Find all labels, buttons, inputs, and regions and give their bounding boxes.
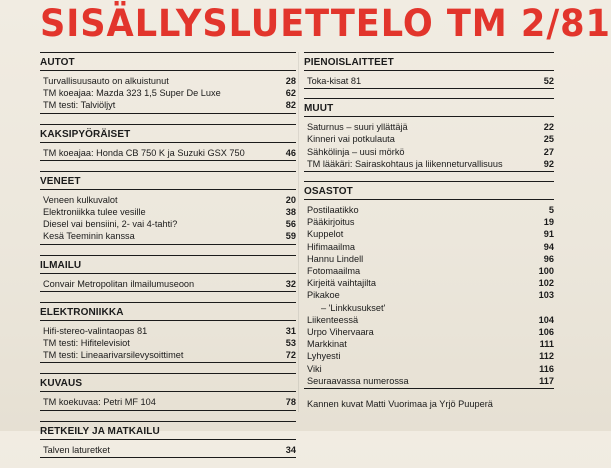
entry-title: Viki xyxy=(307,363,322,374)
section-heading: ILMAILU xyxy=(40,255,296,274)
toc-entry xyxy=(304,265,554,277)
entry-title: Urpo Vihervaara xyxy=(307,327,374,338)
entry-title: TM testi: Talviöljyt xyxy=(43,100,116,111)
entry-page-number: 62 xyxy=(285,88,296,99)
entry-title: TM koeajaa: Mazda 323 1,5 Super De Luxe xyxy=(43,88,221,99)
column-divider xyxy=(298,52,299,412)
entry-page-number: 22 xyxy=(543,122,554,133)
toc-entry xyxy=(304,204,554,216)
entry-page-number: 53 xyxy=(285,338,296,349)
entry-page-number: 100 xyxy=(538,266,554,277)
entry-title: TM koekuvaa: Petri MF 104 xyxy=(43,397,156,408)
toc-entry xyxy=(304,363,554,375)
entry-title: Elektroniikka tulee vesille xyxy=(43,207,146,218)
section-autot xyxy=(40,52,296,114)
entry-title: Seuraavassa numerossa xyxy=(307,375,409,386)
entry-page-number: 28 xyxy=(285,76,296,86)
entry-page-number: 104 xyxy=(538,314,554,325)
toc-entry xyxy=(40,325,296,337)
section-heading: KAKSIPYÖRÄISET xyxy=(40,124,296,143)
section-heading: MUUT xyxy=(304,98,554,117)
entry-page-number: 46 xyxy=(285,147,296,158)
entry-title: Turvallisuusauto on alkuistunut xyxy=(43,76,169,86)
toc-entry xyxy=(304,241,554,253)
entry-title: TM koeajaa: Honda CB 750 K ja Suzuki GSX 750 xyxy=(43,147,245,158)
entry-title: Diesel vai bensiini, 2- vai 4-tahti? xyxy=(43,219,178,230)
section-heading: PIENOISLAITTEET xyxy=(304,52,554,71)
toc-entry xyxy=(304,375,554,389)
entry-title: TM testi: Hifitelevisiot xyxy=(43,338,130,349)
toc-entry xyxy=(40,99,296,113)
entry-title: Postilaatikko xyxy=(307,205,359,216)
entry-page-number: 56 xyxy=(285,219,296,230)
entry-title: Kinneri vai potkulauta xyxy=(307,134,395,145)
toc-entry xyxy=(304,75,554,89)
toc-entry xyxy=(40,230,296,244)
entry-title: Hannu Lindell xyxy=(307,253,364,264)
entry-title: Talven laturetket xyxy=(43,444,110,455)
cover-photo-credit: Kannen kuvat Matti Vuorimaa ja Yrjö Puuperä xyxy=(307,399,493,410)
entry-title: Kesä Teeminin kanssa xyxy=(43,231,135,242)
entry-page-number: 96 xyxy=(543,253,554,264)
entry-page-number: 111 xyxy=(539,339,554,350)
toc-entry xyxy=(40,349,296,363)
entry-title: Pikakoe xyxy=(307,290,340,301)
entry-title: Toka-kisat 81 xyxy=(307,76,362,86)
entry-page-number: 27 xyxy=(543,146,554,157)
entry-title: Pääkirjoitus xyxy=(307,217,355,228)
entry-page-number: 116 xyxy=(539,363,554,374)
toc-entry xyxy=(304,314,554,326)
right-column xyxy=(304,52,554,410)
toc-entry xyxy=(304,121,554,133)
section-heading: RETKEILY JA MATKAILU xyxy=(40,421,296,440)
entry-title: Saturnus – suuri yllättäjä xyxy=(307,122,408,133)
entry-page-number: 31 xyxy=(285,325,296,336)
entry-title: TM lääkäri: Sairaskohtaus ja liikenneturvallisuus xyxy=(307,158,503,169)
entry-title: Convair Metropolitan ilmailumuseoon xyxy=(43,278,195,289)
toc-entry xyxy=(40,278,296,292)
entry-page-number: 94 xyxy=(543,241,554,252)
section-osastot xyxy=(304,181,554,389)
entry-page-number: 20 xyxy=(285,194,296,205)
entry-page-number: 59 xyxy=(285,231,296,242)
toc-entry xyxy=(304,277,554,289)
toc-entry xyxy=(304,216,554,228)
entry-page-number: 78 xyxy=(285,397,296,408)
entry-page-number: 5 xyxy=(548,205,554,216)
section-heading: ELEKTRONIIKKA xyxy=(40,302,296,321)
toc-entry xyxy=(304,158,554,172)
entry-page-number: 92 xyxy=(543,158,554,169)
toc-entry xyxy=(40,75,296,87)
section-heading: VENEET xyxy=(40,171,296,190)
left-column xyxy=(40,52,296,468)
entry-page-number: 106 xyxy=(538,327,554,338)
section-kuvaus xyxy=(40,373,296,410)
toc-entry xyxy=(40,396,296,410)
entry-title: Liikenteessä xyxy=(307,314,359,325)
entry-title: Hifimaailma xyxy=(307,241,355,252)
entry-page-number: 38 xyxy=(285,207,296,218)
toc-entry xyxy=(304,350,554,362)
entry-title: Veneen kulkuvalot xyxy=(43,194,118,205)
entry-page-number: 52 xyxy=(543,76,554,86)
entry-title: Lyhyesti xyxy=(307,351,341,362)
toc-entry xyxy=(304,146,554,158)
toc-entry xyxy=(304,302,554,314)
section-ilmailu xyxy=(40,255,296,292)
section-pienoislaitteet xyxy=(304,52,554,89)
entry-page-number: 102 xyxy=(538,278,554,289)
entry-title: Markkinat xyxy=(307,339,347,350)
toc-entry xyxy=(304,133,554,145)
toc-entry xyxy=(40,218,296,230)
entry-page-number: 34 xyxy=(285,444,296,455)
section-muut xyxy=(304,98,554,172)
toc-entry xyxy=(304,326,554,338)
entry-title: Sähkölinja – uusi mörkö xyxy=(307,146,405,157)
entry-page-number: 25 xyxy=(543,134,554,145)
entry-page-number: 19 xyxy=(543,217,554,228)
section-veneet xyxy=(40,171,296,245)
entry-title: Fotomaailma xyxy=(307,266,361,277)
entry-page-number: 103 xyxy=(538,290,554,301)
toc-entry xyxy=(40,206,296,218)
toc-entry xyxy=(40,194,296,206)
entry-page-number: 117 xyxy=(539,375,554,386)
section-retkeily-ja-matkailu xyxy=(40,421,296,458)
entry-title: Hifi-stereo-valintaopas 81 xyxy=(43,325,148,336)
toc-entry xyxy=(304,289,554,301)
entry-page-number: 91 xyxy=(543,229,554,240)
toc-entry xyxy=(304,228,554,240)
entry-title: Kuppelot xyxy=(307,229,344,240)
entry-page-number: 72 xyxy=(285,350,296,361)
toc-entry xyxy=(40,87,296,99)
entry-title: TM testi: Lineaarivarsilevysoittimet xyxy=(43,350,184,361)
toc-entry xyxy=(304,253,554,265)
toc-entry xyxy=(40,147,296,161)
entry-page-number: 32 xyxy=(285,278,296,289)
section-kaksipyoraiset xyxy=(40,124,296,161)
entry-page-number: 82 xyxy=(285,100,296,111)
section-elektroniikka xyxy=(40,302,296,364)
section-heading: AUTOT xyxy=(40,52,296,71)
entry-title: – 'Linkkusukset' xyxy=(307,302,385,314)
entry-page-number: 112 xyxy=(539,351,554,362)
section-heading: OSASTOT xyxy=(304,181,554,200)
toc-entry xyxy=(40,444,296,458)
entry-title: Kirjeitä vaihtajilta xyxy=(307,278,376,289)
page-title: SISÄLLYSLUETTELO TM 2/81 xyxy=(40,2,611,45)
toc-entry xyxy=(304,338,554,350)
section-heading: KUVAUS xyxy=(40,373,296,392)
toc-entry xyxy=(40,337,296,349)
